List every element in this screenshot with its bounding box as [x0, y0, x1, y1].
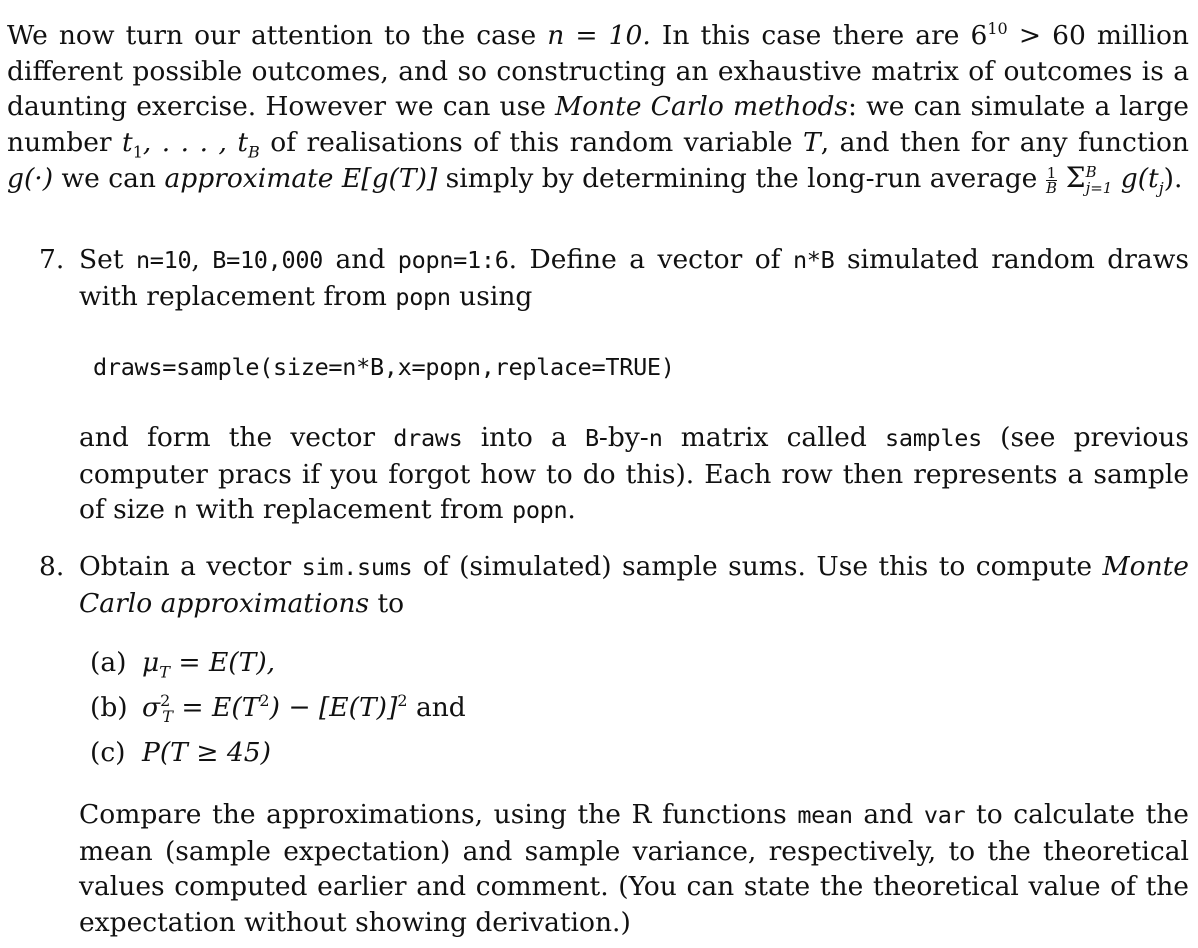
item-number: 8.: [39, 551, 65, 582]
math-text: P(T ≥ 45): [142, 737, 271, 768]
text: and: [407, 692, 466, 723]
intro-text: ).: [1163, 163, 1183, 194]
inline-code: n: [173, 496, 188, 524]
math-T: T: [803, 126, 821, 158]
list-item-8: [39, 549, 1189, 621]
text: . Define a vector of: [508, 244, 793, 275]
intro-text: of realisations of this random variable: [259, 126, 804, 158]
intro-text: : we can simulate a large number: [7, 91, 1189, 158]
text: and: [852, 799, 924, 830]
inline-code: n*B: [792, 246, 835, 274]
text: of (simulated) sample sums. Use this to compute: [412, 551, 1103, 582]
inline-code: draws: [393, 424, 463, 452]
sum-limits: [1086, 164, 1113, 196]
sub-item-label: (a): [90, 647, 127, 678]
intro-text: we can: [53, 163, 165, 194]
subscript: 1: [132, 141, 143, 161]
item-7-text: [79, 242, 1189, 315]
text: Compare the approximations, using the R functions: [79, 799, 798, 830]
fraction-denominator: B: [1046, 178, 1058, 197]
intro-text: In this case there are 6: [650, 20, 988, 51]
math-text: ) − [E(T)]: [269, 692, 398, 723]
subscript: B: [248, 141, 260, 161]
text: simulated random draws with replacement from: [79, 244, 1189, 312]
compare-paragraph: [79, 797, 1189, 940]
item-7-continuation-text: [79, 420, 1189, 529]
math-sum-term: g(t: [1112, 163, 1159, 194]
intro-text: We now turn our attention to the case: [7, 20, 548, 51]
exponent: 10: [987, 19, 1008, 39]
subscript: j: [1158, 178, 1164, 198]
item-8-text: [79, 549, 1189, 621]
math-mu: μ: [142, 647, 160, 678]
sub-item-label: (b): [90, 692, 128, 723]
sub-item-c: [90, 735, 271, 771]
text: ,: [191, 244, 213, 275]
intro-paragraph: [7, 18, 1189, 197]
math-t: t: [122, 126, 133, 158]
math-expectation: E[g(T)]: [341, 163, 438, 194]
math-fraction: [1046, 163, 1058, 197]
inline-code: popn: [511, 496, 568, 524]
inline-code: var: [923, 801, 966, 829]
emphasis-approximate: approximate: [164, 163, 334, 194]
emphasis-monte-carlo: Monte Carlo methods: [555, 91, 849, 122]
math-n-equals: n = 10.: [547, 20, 651, 51]
inline-code: n: [648, 424, 663, 452]
text: and: [323, 244, 398, 275]
inline-code: sim.sums: [301, 553, 413, 581]
math-text: = E(T: [172, 692, 260, 723]
inline-code: samples: [885, 424, 982, 452]
item-7-continuation: [79, 420, 1189, 529]
item-number: 7.: [39, 244, 65, 275]
inline-code: B=10,000: [212, 246, 324, 274]
intro-text: , and then for any function: [820, 126, 1189, 158]
sub-item-a: [90, 645, 275, 681]
text: with replacement from: [187, 494, 512, 525]
text: and form the vector: [79, 422, 394, 453]
text: to: [369, 587, 405, 619]
text: .: [567, 494, 576, 525]
code-block: draws=sample(size=n*B,x=popn,replace=TRUE): [93, 353, 675, 381]
inline-code: n=10: [135, 246, 192, 274]
inline-code: B: [585, 424, 599, 452]
text: to calculate the mean (sample expectation) and sample variance, respectively, to the theoretical values computed earlier and comment. (You can state the theoretical value of the expectation without showing derivation.): [79, 799, 1189, 938]
sub-item-b: [90, 690, 466, 726]
text: (see previous computer pracs if you forgot how to do this). Each row then represents a sample of size: [79, 422, 1189, 525]
intro-text: simply by determining the long-run average: [437, 163, 1046, 194]
list-item-7: [39, 242, 1189, 315]
math-sigma: σ: [142, 692, 161, 723]
superscript: 2: [259, 691, 270, 711]
text: matrix called: [662, 422, 885, 453]
math-g: g(·): [7, 163, 54, 194]
emphasis: Monte Carlo approximations: [79, 551, 1189, 619]
math-text: = E(T),: [169, 647, 276, 678]
inline-code: mean: [797, 801, 853, 829]
subscript: T: [159, 662, 170, 682]
sub-item-label: (c): [90, 737, 126, 768]
superscript: 2: [160, 691, 171, 711]
inline-code: popn=1:6: [397, 246, 509, 274]
sum-lower: j=1: [1085, 179, 1113, 197]
inline-code: popn: [395, 282, 451, 311]
text: Set: [79, 244, 136, 275]
text: into a: [462, 422, 585, 453]
text: using: [450, 280, 533, 312]
sum-upper: B: [1085, 163, 1097, 181]
sum-symbol: Σ: [1065, 161, 1086, 194]
math-t: , . . . , t: [142, 126, 248, 158]
text: -by-: [598, 422, 649, 453]
fraction-numerator: 1: [1046, 163, 1057, 182]
subscript: T: [162, 707, 173, 727]
intro-text: > 60 million different possible outcomes, and so constructing an exhaustive matrix of outcomes is a daunting exercise. However we can use: [7, 20, 1189, 122]
text: Obtain a vector: [79, 551, 302, 582]
superscript: 2: [397, 691, 408, 711]
